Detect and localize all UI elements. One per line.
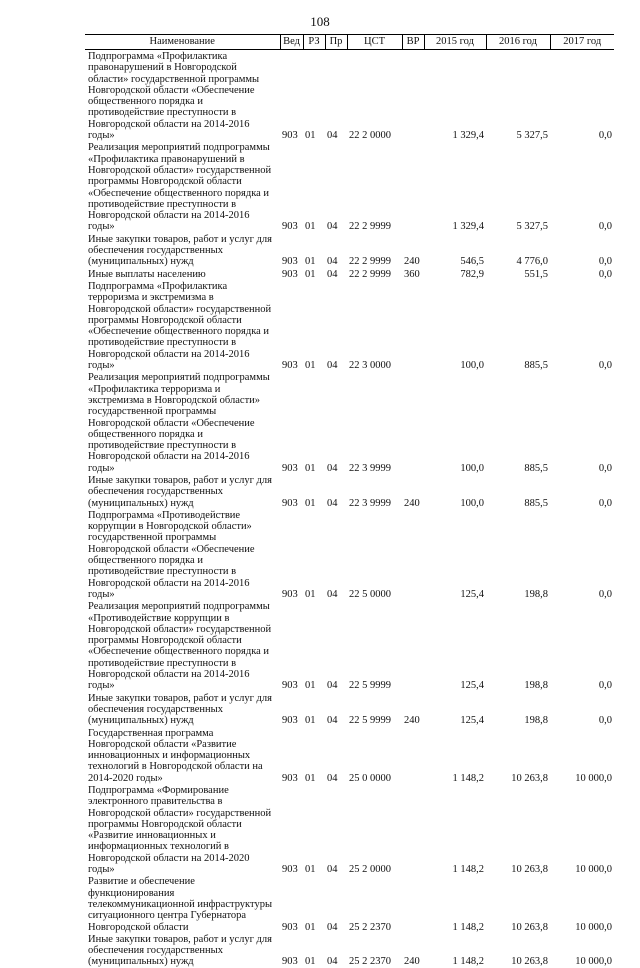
row-2017: 0,0 — [598, 360, 612, 372]
row-rz: 01 — [305, 680, 316, 692]
row-pr: 04 — [327, 130, 338, 142]
row-rz: 01 — [305, 772, 316, 784]
row-cst: 22 5 0000 — [349, 588, 391, 600]
row-rz: 01 — [305, 921, 316, 933]
row-2015: 1 329,4 — [452, 221, 484, 233]
row-rz: 01 — [305, 360, 316, 372]
row-cst: 22 2 9999 — [349, 256, 391, 268]
header-2017: 2017 год — [550, 35, 614, 50]
row-pr: 04 — [327, 956, 338, 968]
table-row — [85, 600, 614, 691]
row-2016: 10 263,8 — [511, 921, 548, 933]
table-row — [85, 233, 614, 268]
row-2016: 4 776,0 — [516, 256, 548, 268]
row-2015: 100,0 — [460, 497, 484, 509]
row-ved: 903 — [282, 956, 298, 968]
row-2017: 10 000,0 — [575, 956, 612, 968]
row-vr — [402, 784, 424, 875]
table-row — [85, 280, 614, 371]
row-cst: 22 5 9999 — [349, 680, 391, 692]
row-cst: 22 2 9999 — [349, 268, 391, 280]
row-ved: 903 — [282, 221, 298, 233]
row-2016: 551,5 — [524, 268, 548, 280]
row-2017: 0,0 — [598, 130, 612, 142]
table-row — [85, 933, 614, 968]
table-row — [85, 875, 614, 932]
row-pr: 04 — [327, 268, 338, 280]
table-row — [85, 509, 614, 600]
header-rz: РЗ — [303, 35, 325, 50]
row-pr: 04 — [327, 462, 338, 474]
row-name: Подпрограмма «Профилактика терроризма и экстремизма в Новгородской области» государственной программы Новгородской области «Обеспечение общественного порядка и противодействие преступности в Новгородской области на 2014-2016 годы» — [88, 280, 272, 372]
row-ved: 903 — [282, 268, 298, 280]
row-rz: 01 — [305, 221, 316, 233]
header-name: Наименование — [85, 35, 280, 50]
row-2017: 10 000,0 — [575, 921, 612, 933]
table-row — [85, 692, 614, 727]
row-2017: 0,0 — [598, 221, 612, 233]
row-vr — [402, 371, 424, 474]
row-ved: 903 — [282, 772, 298, 784]
row-2016: 10 263,8 — [511, 864, 548, 876]
row-pr: 04 — [327, 588, 338, 600]
row-2016: 198,8 — [524, 715, 548, 727]
row-cst: 22 3 9999 — [349, 497, 391, 509]
row-pr: 04 — [327, 864, 338, 876]
row-ved: 903 — [282, 360, 298, 372]
row-2017: 0,0 — [598, 588, 612, 600]
row-ved: 903 — [282, 130, 298, 142]
row-cst: 25 2 0000 — [349, 864, 391, 876]
row-ved: 903 — [282, 715, 298, 727]
row-ved: 903 — [282, 497, 298, 509]
row-cst: 22 3 0000 — [349, 360, 391, 372]
row-cst: 22 2 9999 — [349, 221, 391, 233]
row-ved: 903 — [282, 864, 298, 876]
row-2017: 0,0 — [598, 715, 612, 727]
row-ved: 903 — [282, 588, 298, 600]
row-2015: 100,0 — [460, 462, 484, 474]
row-name: Иные закупки товаров, работ и услуг для обеспечения государственных (муниципальных) нужд — [88, 692, 272, 727]
row-2016: 198,8 — [524, 588, 548, 600]
row-cst: 22 2 0000 — [349, 130, 391, 142]
row-rz: 01 — [305, 130, 316, 142]
row-vr: 360 — [404, 268, 420, 280]
table-row — [85, 371, 614, 474]
row-2015: 782,9 — [460, 268, 484, 280]
row-2017: 0,0 — [598, 268, 612, 280]
budget-table — [85, 34, 614, 968]
table-row — [85, 474, 614, 509]
row-name: Иные закупки товаров, работ и услуг для обеспечения государственных (муниципальных) нужд — [88, 474, 272, 509]
row-name: Подпрограмма «Профилактика правонарушений в Новгородской области» государственной программы Новгородской области «Обеспечение общественного порядка и противодействие преступности в Новгородской области на 2014-2016 годы» — [88, 51, 260, 142]
row-2016: 885,5 — [524, 360, 548, 372]
row-ved: 903 — [282, 921, 298, 933]
row-rz: 01 — [305, 715, 316, 727]
row-vr — [402, 727, 424, 784]
table-header-row — [85, 35, 614, 50]
row-vr: 240 — [404, 715, 420, 727]
row-rz: 01 — [305, 588, 316, 600]
header-2015: 2015 год — [424, 35, 486, 50]
row-vr: 240 — [404, 956, 420, 968]
row-name: Подпрограмма «Противодействие коррупции в Новгородской области» государственной программы Новгородской области «Обеспечение общественного порядка и противодействие преступности в Новгородской области на 2014-2016 годы» — [88, 509, 255, 600]
row-pr: 04 — [327, 497, 338, 509]
row-name: Реализация мероприятий подпрограммы «Противодействие коррупции в Новгородской области» государственной программы Новгородской области «Обеспечение общественного порядка и противодействие преступности в Новгородской области на 2014-2016 годы» — [88, 601, 272, 692]
row-2015: 1 329,4 — [452, 130, 484, 142]
table-body — [85, 50, 614, 968]
row-2015: 1 148,2 — [452, 956, 484, 968]
row-rz: 01 — [305, 956, 316, 968]
row-pr: 04 — [327, 221, 338, 233]
row-2016: 885,5 — [524, 497, 548, 509]
row-2015: 546,5 — [460, 256, 484, 268]
header-vr: ВР — [402, 35, 424, 50]
row-2015: 1 148,2 — [452, 864, 484, 876]
row-rz: 01 — [305, 864, 316, 876]
table-row — [85, 784, 614, 875]
row-rz: 01 — [305, 256, 316, 268]
row-vr — [402, 50, 424, 142]
row-2017: 0,0 — [598, 256, 612, 268]
row-2017: 10 000,0 — [575, 864, 612, 876]
table-row — [85, 268, 614, 280]
row-name: Государственная программа Новгородской области «Развитие инновационных и информационных технологий в Новгородской области на 2014-2020 годы» — [88, 727, 263, 784]
row-2016: 5 327,5 — [516, 221, 548, 233]
table-row — [85, 50, 614, 142]
row-name: Иные закупки товаров, работ и услуг для обеспечения государственных (муниципальных) нужд — [88, 233, 272, 268]
row-2016: 5 327,5 — [516, 130, 548, 142]
row-2017: 0,0 — [598, 462, 612, 474]
row-ved: 903 — [282, 256, 298, 268]
row-2017: 0,0 — [598, 497, 612, 509]
row-vr — [402, 141, 424, 232]
row-name: Подпрограмма «Формирование электронного правительства в Новгородской области» государственной программы Новгородской области «Развитие инновационных и информационных технологий в Новгородской области на 2014-2020 годы» — [88, 785, 272, 876]
row-cst: 25 2 2370 — [349, 921, 391, 933]
row-cst: 25 0 0000 — [349, 772, 391, 784]
table-row — [85, 727, 614, 784]
table-row — [85, 141, 614, 232]
row-2016: 885,5 — [524, 462, 548, 474]
row-name: Иные выплаты населению — [88, 268, 206, 280]
row-2017: 10 000,0 — [575, 772, 612, 784]
row-2016: 10 263,8 — [511, 956, 548, 968]
header-pr: Пр — [325, 35, 347, 50]
row-2017: 0,0 — [598, 680, 612, 692]
row-name: Реализация мероприятий подпрограммы «Профилактика правонарушений в Новгородской области» государственной программы Новгородской области «Обеспечение общественного порядка и противодействие преступности в Новгородской области на 2014-2016 годы» — [88, 142, 272, 233]
row-vr — [402, 280, 424, 371]
row-vr: 240 — [404, 256, 420, 268]
row-name: Реализация мероприятий подпрограммы «Профилактика терроризма и экстремизма в Новгородской области» государственной программы Новгородской области «Обеспечение общественного порядка и противодействие преступности в Новгородской области на 2014-2016 годы» — [88, 372, 270, 474]
row-vr — [402, 600, 424, 691]
row-rz: 01 — [305, 497, 316, 509]
row-2016: 10 263,8 — [511, 772, 548, 784]
row-pr: 04 — [327, 256, 338, 268]
row-cst: 22 5 9999 — [349, 715, 391, 727]
row-pr: 04 — [327, 680, 338, 692]
row-name: Развитие и обеспечение функционирования телекоммуникационной инфраструктуры ситуационного центра Губернатора Новгородской области — [88, 876, 273, 933]
row-pr: 04 — [327, 715, 338, 727]
row-rz: 01 — [305, 462, 316, 474]
row-pr: 04 — [327, 921, 338, 933]
row-2015: 1 148,2 — [452, 772, 484, 784]
row-pr: 04 — [327, 772, 338, 784]
row-cst: 22 3 9999 — [349, 462, 391, 474]
row-2016: 198,8 — [524, 680, 548, 692]
row-2015: 125,4 — [460, 680, 484, 692]
page-number: 108 — [310, 14, 330, 29]
row-ved: 903 — [282, 462, 298, 474]
row-rz: 01 — [305, 268, 316, 280]
row-vr: 240 — [404, 497, 420, 509]
row-2015: 125,4 — [460, 588, 484, 600]
row-2015: 1 148,2 — [452, 921, 484, 933]
row-pr: 04 — [327, 360, 338, 372]
row-2015: 100,0 — [460, 360, 484, 372]
header-cst: ЦСТ — [347, 35, 402, 50]
row-name: Иные закупки товаров, работ и услуг для обеспечения государственных (муниципальных) нужд — [88, 933, 272, 968]
row-ved: 903 — [282, 680, 298, 692]
row-vr — [402, 875, 424, 932]
row-cst: 25 2 2370 — [349, 956, 391, 968]
header-2016: 2016 год — [486, 35, 550, 50]
row-vr — [402, 509, 424, 600]
row-2015: 125,4 — [460, 715, 484, 727]
header-ved: Вед — [280, 35, 303, 50]
